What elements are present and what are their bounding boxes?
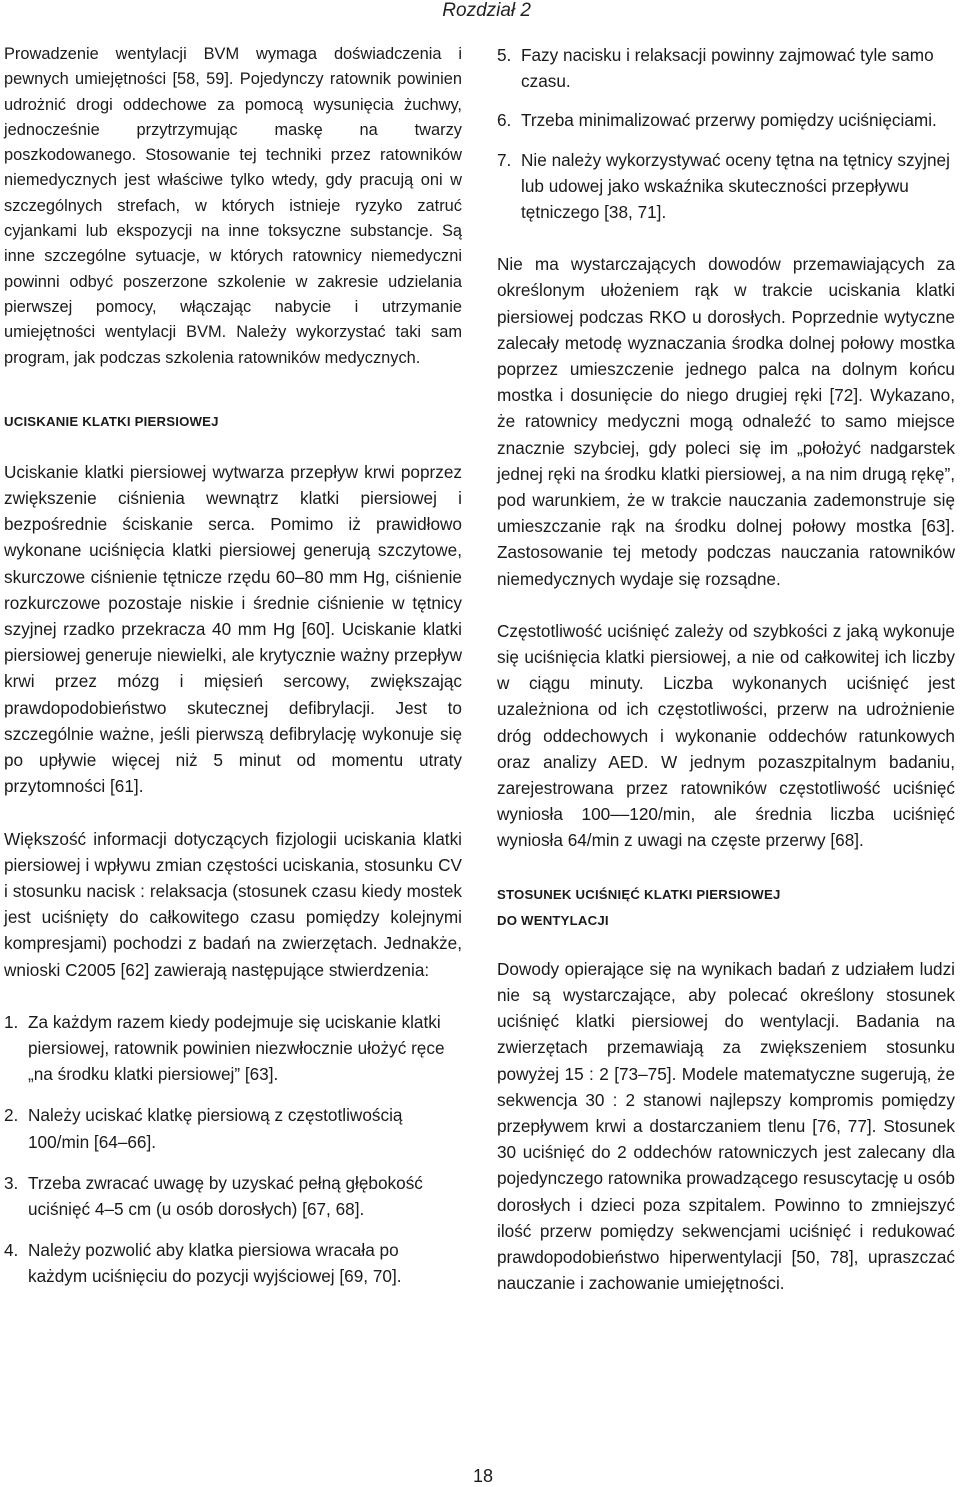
list-item bbox=[497, 147, 955, 226]
paragraph-physiology: Większość informacji dotyczących fizjologii uciskania klatki piersiowej i wpływu zmian częstości uciskania, stosunku CV i stosunku nacisk : relaksacja (stosunek czasu kiedy mostek jest uciśnięty do całkowitego czasu pomiędzy kolejnymi kompresjami) pochodzi z badań na zwierzętach. Jednakże, wnioski C2005 [62] zawierają następujące stwierdzenia: bbox=[4, 828, 462, 980]
list-item bbox=[497, 107, 955, 133]
list-item-number: 1. bbox=[4, 1011, 19, 1032]
left-column bbox=[4, 42, 462, 1290]
paragraph-hand-position: Nie ma wystarczających dowodów przemawiających za określonym ułożeniem rąk w trakcie uciskania klatki piersiowej podczas RKO u dorosłych. Poprzednie wytyczne zalecały metodę wyznaczania środka dolnej połowy mostka poprzez umieszczenie jednego palca na dolnym końcu mostka i dosunięcie do niego drugiej ręki [72]. Wykazano, że ratownicy medyczni mogą odnaleźć to samo miejsce znacznie szybciej, gdy poleci się im „położyć nadgarstek jednej ręki na środku klatki piersiowej, a na nim drugą rękę”, pod warunkiem, że w trakcie nauczania zademonstruje się umieszczanie rąk na środku dolnej połowy mostka [63]. Zastosowanie tej metody podczas nauczania ratowników niemedycznych wydaje się rozsądne. bbox=[497, 254, 955, 589]
list-item-number: 5. bbox=[497, 45, 512, 65]
list-item bbox=[4, 1102, 462, 1154]
list-item-text: Należy uciskać klatkę piersiową z częstotliwością 100/min [64–66]. bbox=[28, 1105, 403, 1152]
list-item-text: Nie należy wykorzystywać oceny tętna na tętnicy szyjnej lub udowej jako wskaźnika skuteczności przepływu tętniczego [38, 71]. bbox=[521, 149, 950, 223]
list-item bbox=[497, 42, 955, 94]
list-item-text: Trzeba zwracać uwagę by uzyskać pełną głębokość uciśnięć 4–5 cm (u osób dorosłych) [67, 68]. bbox=[28, 1172, 423, 1219]
section-heading-chest-compressions: UCISKANIE KLATKI PIERSIOWEJ bbox=[4, 413, 219, 429]
list-item-text: Za każdym razem kiedy podejmuje się uciskanie klatki piersiowej, ratownik powinien niezwłocznie ułożyć ręce „na środku klatki piersiowej” [63]. bbox=[28, 1011, 445, 1085]
list-item-text: Trzeba minimalizować przerwy pomiędzy uciśnięciami. bbox=[521, 110, 937, 131]
list-item bbox=[4, 1237, 462, 1289]
page-number: 18 bbox=[473, 1466, 494, 1486]
list-item-number: 4. bbox=[4, 1240, 19, 1261]
list-item-number: 3. bbox=[4, 1172, 19, 1193]
paragraph-bvm-ventilation: Prowadzenie wentylacji BVM wymaga doświadczenia i pewnych umiejętności [58, 59]. Pojedynczy ratownik powinien udrożnić drogi oddechowe za pomocą wysunięcia żuchwy, jednocześnie przytrzymując maskę na twarzy poszkodowanego. Stosowanie tej techniki przez ratowników niemedycznych jest właściwe tylko wtedy, gdy pracują oni w szczególnych strefach, w których istnieje ryzyko zatruć cyjankami lub ekspozycji na inne toksyczne substancje. Są inne szczególne sytuacje, w których ratownicy niemedyczni powinni odbyć poszerzone szkolenie w zakresie udzielania pierwszej pomocy, włączając nabycie i utrzymanie umiejętności wentylacji BVM. Należy wykorzystać taki sam program, jak podczas szkolenia ratowników medycznych. bbox=[4, 45, 462, 367]
list-item-text: Fazy nacisku i relaksacji powinny zajmować tyle samo czasu. bbox=[521, 45, 934, 92]
list-item bbox=[4, 1170, 462, 1222]
running-title: Rozdział 2 bbox=[442, 0, 531, 21]
conclusions-list-left bbox=[4, 1009, 462, 1290]
conclusions-list-right bbox=[497, 42, 955, 225]
list-item-number: 2. bbox=[4, 1105, 19, 1126]
list-item-number: 6. bbox=[497, 110, 512, 131]
list-item-text: Należy pozwolić aby klatka piersiowa wracała po każdym uciśnięciu do pozycji wyjściowej [69, 70]. bbox=[28, 1240, 402, 1287]
paragraph-compression-frequency: Częstotliwość uciśnięć zależy od szybkości z jaką wykonuje się uciśnięcia klatki piersiowej, a nie od całkowitej ich liczby w ciągu minuty. Liczba wykonanych uciśnięć jest uzależniona od ich częstotliwości, przerw na udrożnienie dróg oddechowych i wykonanie oddechów ratunkowych oraz analizy AED. W jednym pozaszpitalnym badaniu, zarejestrowana przez ratowników częstotliwość uciśnięć wyniosła 100––120/min, ale średnia liczba uciśnięć wyniosła 64/min z uwagi na częste przerwy [68]. bbox=[497, 620, 955, 851]
right-column bbox=[497, 42, 955, 1296]
section-heading-ratio-line-2: DO WENTYLACJI bbox=[497, 912, 609, 928]
paragraph-chest-compressions: Uciskanie klatki piersiowej wytwarza przepływ krwi poprzez zwiększenie ciśnienia wewnątrz klatki piersiowej i bezpośrednie ściskanie serca. Pomimo iż prawidłowo wykonane uciśnięcia klatki piersiowej generują szczytowe, skurczowe ciśnienie tętnicze rzędu 60–80 mm Hg, ciśnienie rozkurczowe pozostaje niskie i średnie ciśnienie w tętnicy szyjnej rzadko przekracza 40 mm Hg [60]. Uciskanie klatki piersiowej generuje niewielki, ale krytycznie ważny przepływ krwi przez mózg i mięsień sercowy, zwiększając prawdopodobieństwo skutecznej defibrylacji. Jest to szczególnie ważne, jeśli pierwszą defibrylację wykonuje się po upływie więcej niż 5 minut od momentu utraty przytomności [61]. bbox=[4, 461, 462, 797]
list-item bbox=[4, 1009, 462, 1088]
list-item-number: 7. bbox=[497, 149, 512, 170]
paragraph-compression-ventilation-ratio: Dowody opierające się na wynikach badań z udziałem ludzi nie są wystarczające, aby polecać określony stosunek uciśnięć klatki piersiowej do wentylacji. Badania na zwierzętach przemawiają za zwiększeniem stosunku powyżej 15 : 2 [73–75]. Modele matematyczne sugerują, że sekwencja 30 : 2 stanowi najlepszy kompromis pomiędzy przepływem krwi a dostarczaniem tlenu [76, 77]. Stosunek 30 uciśnięć do 2 oddechów ratowniczych jest zalecany dla pojedynczego ratownika prowadzącego resuscytację u osób dorosłych i dzieci poza szpitalem. Powinno to zmniejszyć ilość przerw pomiędzy sekwencjami uciśnięć i redukować prawdopodobieństwo hiperwentylacji [50, 78], upraszczać nauczanie i zachowanie umiejętności. bbox=[497, 958, 955, 1294]
section-heading-ratio-line-1: STOSUNEK UCIŚNIĘĆ KLATKI PIERSIOWEJ bbox=[497, 886, 781, 902]
